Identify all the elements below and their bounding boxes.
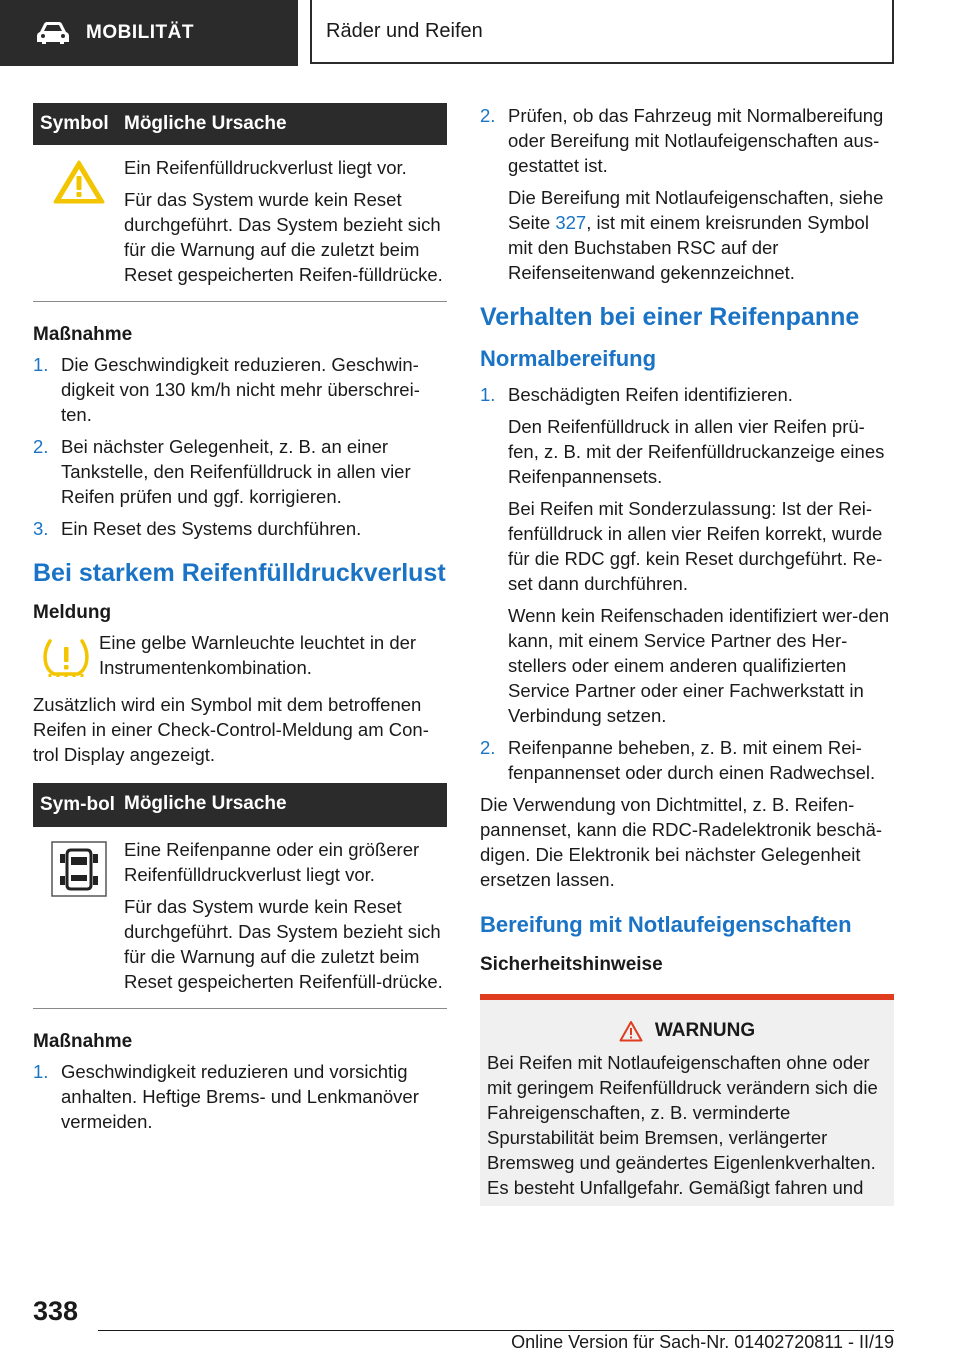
list-item: 1. Die Geschwindigkeit reduzieren. Geschwin-digkeit von 130 km/h nicht mehr überschrei-ten. <box>33 354 420 425</box>
warning-triangle-icon <box>52 159 106 205</box>
meldung-row <box>33 630 447 680</box>
subsection-heading: Bereifung mit Notlaufeigenschaften <box>480 912 852 937</box>
table-header-cause: Mögliche Ursache <box>124 113 287 134</box>
table-header <box>33 783 447 827</box>
warning-text: Bei Reifen mit Notlaufeigenschaften ohne oder mit geringem Reifenfülldruck verändern sich die Fahreigenschaften, z. B. verminderte Spurstabilität beim Bremsen, verlängerter Bremsweg und geändertes Eigenlenkverhalten. Es besteht Unfallgefahr. Gemäßigt fahren und <box>487 1052 878 1198</box>
table-header-symbol: Sym-bol <box>40 794 115 815</box>
meldung-heading: Meldung <box>33 602 112 623</box>
warning-title: WARNUNG <box>654 1020 756 1041</box>
meldung-text: Eine gelbe Warnleuchte leuchtet in der Instrumentenkombination. <box>99 632 417 678</box>
car-icon <box>36 21 70 45</box>
cause-text: Eine Reifenpanne oder ein größerer Reifenfülldruckverlust liegt vor. <box>124 839 420 885</box>
list-item: 3. Ein Reset des Systems durchführen. <box>33 518 362 539</box>
cause-detail: Für das System wurde kein Reset durchgeführt. Das System bezieht sich für die Warnung auf die zuletzt beim Reset gespeicherten Reifenfüll-drücke. <box>124 896 443 992</box>
symbol-table-1 <box>33 103 447 302</box>
tire-pressure-warning-icon <box>41 638 91 678</box>
list-item: 1. Beschädigten Reifen identifizieren. Den Reifenfülldruck in allen vier Reifen prü-fen, z. B. mit der Reifenfülldruckanzeige eines Reifenpannensets. Bei Reifen mit Sonderzulassung: Ist der Rei-fenfülldruck in allen vier Reifen korrekt, wurde für die RDC ggf. kein Reset durchgeführt. Re-set dann durchführen. Wenn kein Reifenschaden identifiziert wer-den kann, mit einem Service Partner des Her-stellers oder einem anderen qualifizierten Service Partner oder einer Fachwerkstatt in Verbindung setzen. <box>480 384 890 726</box>
massnahme-heading: Maßnahme <box>33 324 133 345</box>
cause-detail: Für das System wurde kein Reset durchgeführt. Das System bezieht sich für die Warnung auf die zuletzt beim Reset gespeicherten Reifen-fülldrücke. <box>124 189 443 285</box>
check-steps <box>480 103 894 285</box>
chapter-tab[interactable] <box>310 0 894 64</box>
zusatz-text: Zusätzlich wird ein Symbol mit dem betroffenen Reifen in einer Check-Control-Meldung am Con-trol Display angezeigt. <box>33 694 429 765</box>
footer-text: Online Version für Sach-Nr. 01402720811 - II/19 <box>511 1332 894 1352</box>
safety-heading: Sicherheitshinweise <box>480 954 663 975</box>
footer-divider <box>98 1330 894 1331</box>
list-item: 2. Prüfen, ob das Fahrzeug mit Normalbereifung oder Bereifung mit Notlaufeigenschaften aus-gestattet ist. Die Bereifung mit Notlaufeigenschaften, siehe Seite 327, ist mit einem kreisrunden Symbol mit den Buchstaben RSC auf der Reifenseitenwand gekennzeichnet. <box>480 105 884 283</box>
list-item: 1. Geschwindigkeit reduzieren und vorsichtig anhalten. Heftige Brems- und Lenkmanöver vermeiden. <box>33 1061 419 1132</box>
section-heading: Bei starkem Reifenfülldruckverlust <box>33 559 446 587</box>
warning-triangle-icon <box>619 1020 643 1042</box>
section-heading: Verhalten bei einer Reifenpanne <box>480 303 860 331</box>
table-row <box>33 827 447 1009</box>
section-label: MOBILITÄT <box>86 22 194 43</box>
subsection-heading: Normalbereifung <box>480 346 657 371</box>
table-header-cause: Mögliche Ursache <box>124 793 287 814</box>
page-number: 338 <box>33 1296 79 1326</box>
table-header-symbol: Symbol <box>40 113 109 134</box>
massnahme-heading: Maßnahme <box>33 1031 133 1052</box>
table-row <box>33 145 447 302</box>
massnahme-steps <box>33 352 447 541</box>
symbol-table-2 <box>33 783 447 1009</box>
chapter-label: Räder und Reifen <box>326 19 483 42</box>
left-column <box>33 103 447 1141</box>
warning-box <box>480 994 894 1206</box>
tire-damage-car-icon <box>51 841 107 897</box>
dichtmittel-text: Die Verwendung von Dichtmittel, z. B. Reifen-pannenset, kann die RDC-Radelektronik beschä-digen. Die Elektronik bei nächster Gelegenheit ersetzen lassen. <box>480 794 883 890</box>
page-link-327[interactable]: 327 <box>555 212 587 233</box>
panne-steps <box>480 382 894 785</box>
list-item: 2. Reifenpanne beheben, z. B. mit einem Rei-fenpannenset oder durch einen Radwechsel. <box>480 737 876 783</box>
list-item: 2. Bei nächster Gelegenheit, z. B. an einer Tankstelle, den Reifenfülldruck in allen vier Reifen prüfen und ggf. korrigieren. <box>33 436 411 507</box>
page-header <box>0 0 960 66</box>
table-header <box>33 103 447 145</box>
section-tab[interactable] <box>0 0 298 66</box>
cause-text: Ein Reifenfülldruckverlust liegt vor. <box>124 157 407 178</box>
right-column <box>480 103 894 1206</box>
massnahme-steps <box>33 1059 447 1134</box>
